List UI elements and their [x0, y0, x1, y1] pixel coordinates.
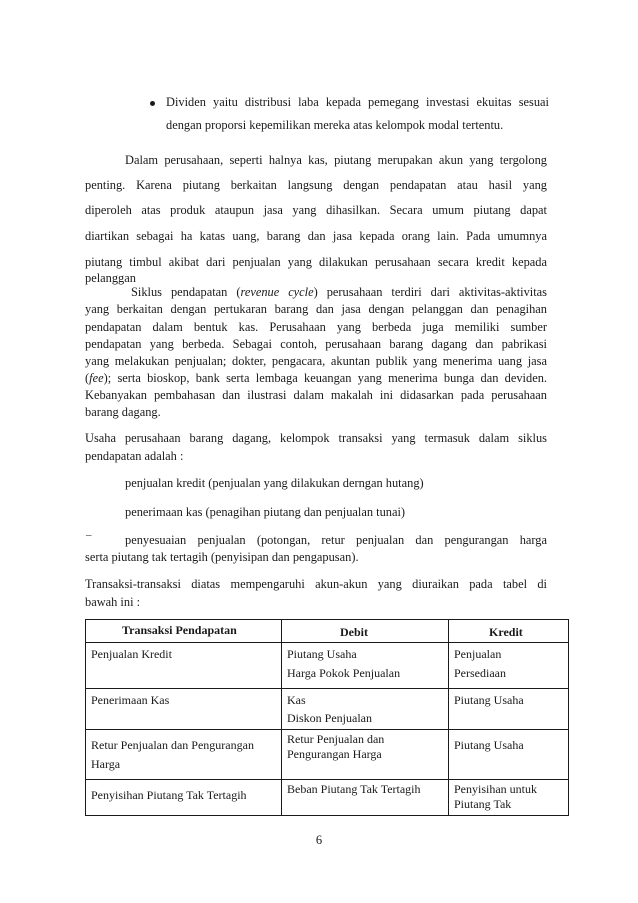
para2-line-3: pendapatan dalam bentuk kas. Perusahaan yang berbeda juga memiliki sumber	[85, 320, 547, 334]
para1-line-6: pelanggan	[85, 271, 136, 285]
item-penyesuaian-line-1: penyesuaian penjualan (potongan, retur penjualan dan pengurangan harga	[125, 533, 547, 547]
cell-transaksi: Penyisihan Piutang Tak Tertagih	[86, 780, 282, 816]
page-number: 6	[315, 833, 323, 847]
para1-line-1: Dalam perusahaan, seperti halnya kas, piutang merupakan akun yang tergolong	[125, 153, 547, 167]
para2-line-5: yang melakukan penjualan; dokter, pengacara, akuntan publik yang menerima uang jasa	[85, 354, 547, 368]
cell-kredit: Piutang Usaha	[449, 689, 569, 730]
cell-kredit: Penyisihan untuk Piutang Tak	[449, 780, 569, 816]
header-transaksi: Transaksi Pendapatan	[86, 620, 282, 643]
para3-line-1: Usaha perusahaan barang dagang, kelompok transaksi yang termasuk dalam siklus	[85, 431, 547, 445]
item-marker: _	[86, 525, 92, 537]
cell-debit: Piutang Usaha Harga Pokok Penjualan	[282, 643, 449, 689]
item-penjualan-kredit: penjualan kredit (penjualan yang dilakukan derngan hutang)	[125, 476, 424, 490]
para2-line-6: (fee); serta bioskop, bank serta lembaga keuangan yang menerima bunga dan deviden.	[85, 371, 547, 385]
para1-line-2: penting. Karena piutang berkaitan langsung dengan pendapatan atau hasil yang	[85, 178, 547, 192]
cell-debit: Kas Diskon Penjualan	[282, 689, 449, 730]
item-penyesuaian-line-2: serta piutang tak tertagih (penyisipan dan pengapusan).	[85, 550, 359, 564]
para3-line-2: pendapatan adalah :	[85, 449, 184, 463]
table-row	[86, 780, 569, 816]
para4-line-1: Transaksi-transaksi diatas mempengaruhi akun-akun yang diuraikan pada tabel di	[85, 577, 547, 591]
para2-line-4: pendapatan yang berbeda. Sebagai contoh, perusahaan barang dagang dan pabrikasi	[85, 337, 547, 351]
cell-transaksi: Penjualan Kredit	[86, 643, 282, 689]
bullet-line-1: Dividen yaitu distribusi laba kepada pemegang investasi ekuitas sesuai	[166, 95, 549, 109]
table-row	[86, 730, 569, 780]
header-kredit: Kredit	[449, 620, 569, 643]
para2-line-8: barang dagang.	[85, 405, 161, 419]
cell-kredit: Piutang Usaha	[449, 730, 569, 780]
cell-transaksi: Retur Penjualan dan Pengurangan Harga	[86, 730, 282, 780]
table-row	[86, 643, 569, 689]
para1-line-3: diperoleh atas produk ataupun jasa yang dihasilkan. Secara umum piutang dapat	[85, 203, 547, 217]
cell-transaksi: Penerimaan Kas	[86, 689, 282, 730]
para2-line-2: yang berkaitan dengan pertukaran barang dan jasa dengan pelanggan dan penagihan	[85, 302, 547, 316]
cell-debit: Beban Piutang Tak Tertagih	[282, 780, 449, 816]
bullet-icon	[150, 101, 155, 106]
header-debit: Debit	[282, 620, 449, 643]
cell-debit: Retur Penjualan dan Pengurangan Harga	[282, 730, 449, 780]
table-row	[86, 689, 569, 730]
bullet-line-2: dengan proporsi kepemilikan mereka atas kelompok modal tertentu.	[166, 118, 504, 132]
cell-kredit: Penjualan Persediaan	[449, 643, 569, 689]
para1-line-5: piutang timbul akibat dari penjualan yang dilakukan perusahaan secara kredit kepada	[85, 255, 547, 269]
para1-line-4: diartikan sebagai ha katas uang, barang dan jasa kepada orang lain. Pada umumnya	[85, 229, 547, 243]
para2-line-7: Kebanyakan pembahasan dan ilustrasi dalam makalah ini didasarkan pada perusahaan	[85, 388, 547, 402]
transaksi-table	[85, 619, 569, 816]
table-header-row	[86, 620, 569, 643]
para4-line-2: bawah ini :	[85, 595, 141, 609]
para2-line-1: Siklus pendapatan (revenue cycle) perusahaan terdiri dari aktivitas-aktivitas	[131, 285, 547, 299]
item-penerimaan-kas: penerimaan kas (penagihan piutang dan penjualan tunai)	[125, 505, 406, 519]
